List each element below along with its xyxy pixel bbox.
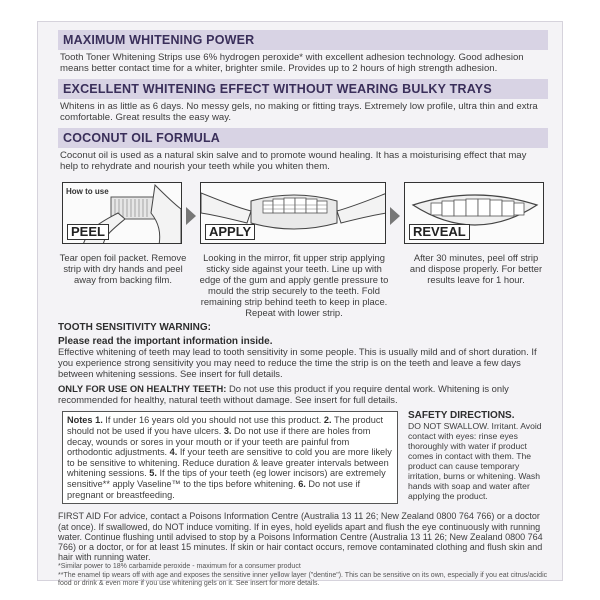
peel-panel xyxy=(62,182,182,244)
arrow-right-icon xyxy=(186,207,196,225)
note-text: If your teeth are sensitive to cold you are more likely to be sensitive to whitening. Reduce duration & leave greater intervals between whitening sessions. xyxy=(67,447,392,479)
how-to-use-steps xyxy=(58,180,548,320)
note-text: The product should not be used if you have ulcers. xyxy=(67,415,383,437)
section-body-no-trays: Whitens in as little as 6 days. No messy gels, no making or fitting trays. Extremely low profile, ultra thin and extra comfortable. Great results the easy way. xyxy=(60,100,538,124)
arrow-right-icon xyxy=(390,207,400,225)
step-label-reveal: REVEAL xyxy=(409,224,470,240)
step-label-apply: APPLY xyxy=(205,224,255,240)
safety-title: SAFETY DIRECTIONS. xyxy=(408,410,515,422)
footnote-enamel: **The enamel tip wears off with age and exposes the sensitive inner yellow layer ("dentine"). This can be sensitive on its own, especially if you eat citrus/acidic food or drink & even more if you use whitening gels on it. See insert for more details. xyxy=(58,571,548,588)
step-text-reveal: After 30 minutes, peel off strip and dispose properly. For better results leave for 1 hour. xyxy=(409,252,543,286)
note-text: Do not use if pregnant or breastfeeding. xyxy=(67,478,360,500)
notes-and-safety xyxy=(58,409,548,509)
safety-body: DO NOT SWALLOW. Irritant. Avoid contact with eyes: rinse eyes thoroughly with water if product comes in contact with them. The product can cause temporary irritation, burns or whitening. Wash hands with soap and water after applying the product. xyxy=(408,421,542,502)
notes-box xyxy=(62,411,398,504)
note-key: 3. xyxy=(223,426,232,437)
footnote-peroxide: *Similar power to 18% carbamide peroxide - maximum for a consumer product xyxy=(58,563,301,571)
healthy-teeth-lead: ONLY FOR USE ON HEALTHY TEETH: xyxy=(58,382,227,394)
sensitivity-warning-body: Effective whitening of teeth may lead to tooth sensitivity in some people. This is usually mild and of short duration. If you experience strong sensitivity you may need to reduce the time the strip is on the teeth and leave a few days between whitening sessions. See insert for full details. xyxy=(58,346,537,380)
reveal-panel xyxy=(404,182,544,244)
safety-directions xyxy=(408,411,548,501)
section-heading-coconut-oil: COCONUT OIL FORMULA xyxy=(58,128,548,148)
apply-panel xyxy=(200,182,386,244)
healthy-teeth-notice xyxy=(58,384,548,406)
note-key: 6. xyxy=(298,478,306,489)
step-text-peel: Tear open foil packet. Remove strip with dry hands and peel away from backing film. xyxy=(59,252,187,286)
step-text-apply: Looking in the mirror, fit upper strip applying sticky side against your teeth. Line up with edge of the gum and apply gentle pressure to mould the strip securely to the teeth. Fold remaining strip behind teeth to keep in place. Repeat with lower strip. xyxy=(199,252,389,319)
note-text: Do not use if there are holes from decay, wounds or sores in your mouth or if your teeth are painful from orthodontic adjustments. xyxy=(67,426,371,458)
note-key: 4. xyxy=(169,447,178,458)
packaging-back-panel xyxy=(37,21,563,588)
step-label-peel: PEEL xyxy=(67,224,109,240)
healthy-teeth-body: Do not use this product if you require dental work. Whitening is only recommended for healthy, natural teeth without damage. See insert for full details. xyxy=(58,382,509,405)
section-body-whitening-power: Tooth Toner Whitening Strips use 6% hydrogen peroxide* with excellent adhesion technology. Good adhesion means better contact time for a whiter, brighter smile. Provides up to 2 hours of high strength adhesion. xyxy=(60,52,524,75)
section-heading-whitening-power: MAXIMUM WHITENING POWER xyxy=(58,30,548,50)
section-heading-no-trays: EXCELLENT WHITENING EFFECT WITHOUT WEARING BULKY TRAYS xyxy=(58,79,548,99)
note-key: 5. xyxy=(149,468,157,479)
sensitivity-warning-subtitle: Please read the important information inside. xyxy=(58,335,273,347)
section-body-coconut-oil: Coconut oil is used as a natural skin salve and to promote wound healing. It has a moisturising effect that may help to rehydrate and nourish your teeth while you whiten them. xyxy=(60,149,527,173)
note-text: If under 16 years old you should not use this product. xyxy=(102,415,324,426)
sensitivity-warning-title: TOOTH SENSITIVITY WARNING: xyxy=(58,322,211,334)
note-key: 2. xyxy=(323,415,332,426)
content-column xyxy=(58,30,548,589)
note-text: If the tips of your teeth (eg lower incisors) are extremely sensitive** apply Vaseline™ to the tips before whitening. xyxy=(67,468,386,489)
first-aid-text: FIRST AID For advice, contact a Poisons Information Centre (Australia 13 11 26; New Zealand 0800 764 766) or a doctor (at once). If swallowed, do NOT induce vomiting. If in eyes, hold eyelids apart and flush the eye continuously with running water. Continue flushing until advised to stop by a Poisons Information Centre (Australia 13 11 26; New Zealand 0800 764 766) or a doctor, or for at least 15 minutes. If skin or hair contact occurs, remove contaminated clothing and flush skin and hair with running water. xyxy=(58,511,543,563)
note-key: Notes 1. xyxy=(67,415,103,426)
how-to-use-caption: How to use xyxy=(66,187,109,197)
